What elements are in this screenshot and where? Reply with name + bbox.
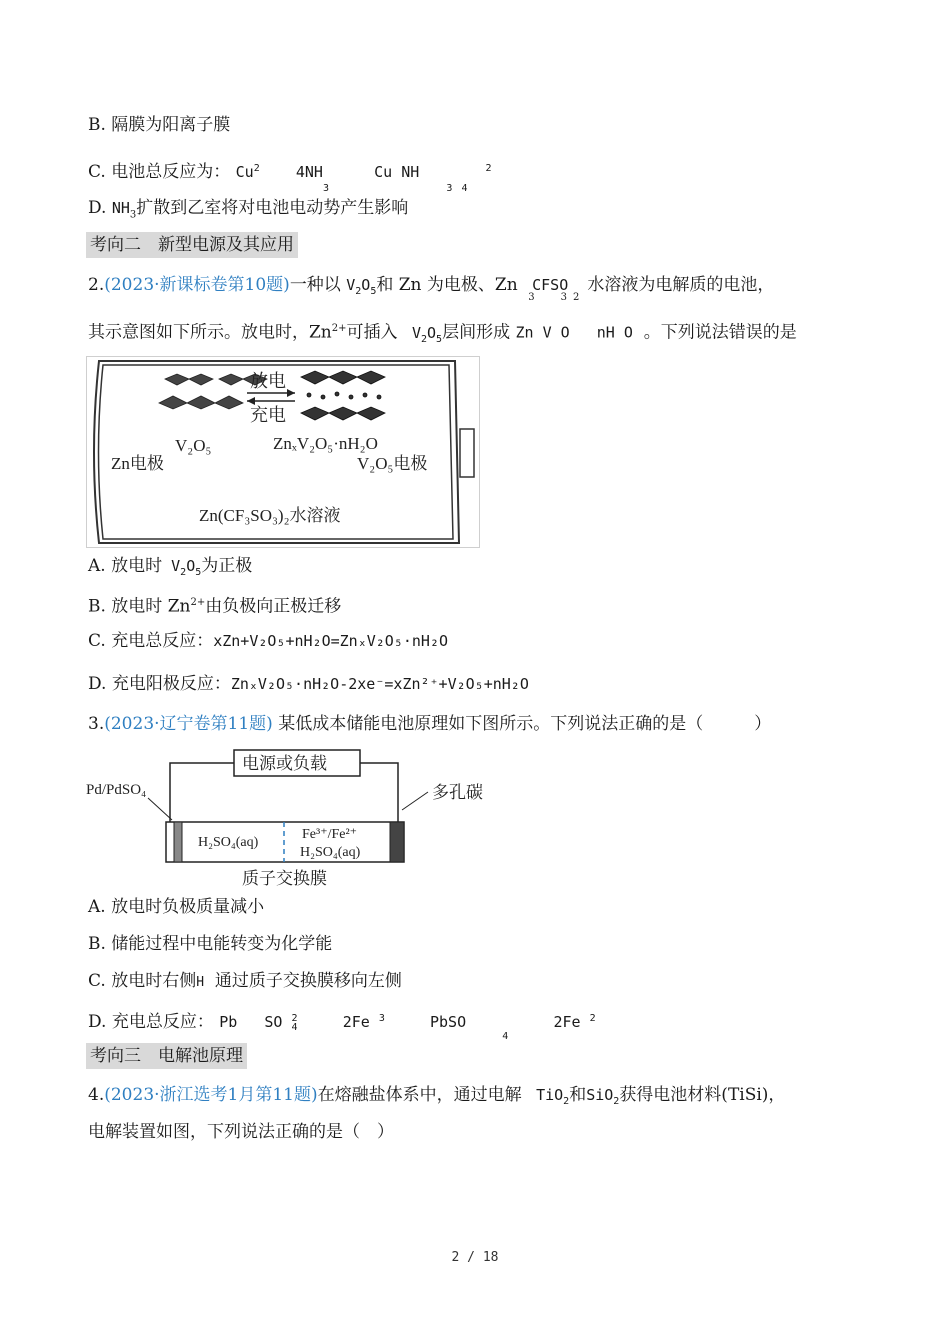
- porous-carbon-label: 多孔碳: [432, 783, 483, 802]
- q4-stem-line1: 4.(2023·浙江选考1月第11题)在熔融盐体系中，通过电解 TiO$_2$和SiO$_2$获得电池材料(TiSi)，: [88, 1085, 786, 1107]
- q2-option-b: B. 放电时 $Zn^{2+}$由负极向正极迁移: [88, 596, 342, 617]
- q2-option-a: A. 放电时 $V_2O_5$为正极: [88, 556, 253, 578]
- znxv2o5-label: ZnₓV₂O₅·nH₂O: [273, 434, 378, 453]
- section-heading-2: 考向二 新型电源及其应用: [86, 232, 298, 258]
- v2o5-electrode-label: V₂O₅电极: [357, 454, 428, 473]
- left-solution-label: H₂SO₄(aq): [198, 835, 259, 850]
- q3-option-d: D. 充电总反应： Pb SO 2 4 2Fe $^3$ PbSO $_4$ 2Fe $^2$: [88, 1012, 596, 1042]
- q3-option-c: C. 放电时右侧H 通过质子交换膜移向左侧: [88, 971, 402, 991]
- left-electrode-plate: [174, 822, 182, 862]
- q1-option-b: B. 隔膜为阳离子膜: [88, 115, 231, 135]
- q4-source: (2023·浙江选考1月第11题): [104, 1085, 318, 1105]
- power-load-label: 电源或负载: [242, 754, 327, 773]
- q3-stem: 3.(2023·辽宁卷第11题) 某低成本储能电池原理如下图所示。下列说法正确的是（ ）: [88, 714, 772, 734]
- q3-battery-figure: [86, 746, 496, 888]
- q3-option-a: A. 放电时负极质量减小: [88, 897, 265, 917]
- right-solution-label: H₂SO₄(aq): [300, 845, 361, 860]
- section-heading-3: 考向三 电解池原理: [86, 1043, 247, 1069]
- page-number: 2 / 18: [451, 1250, 499, 1265]
- membrane-label: 质子交换膜: [242, 869, 327, 888]
- q4-stem-line2: 电解装置如图，下列说法正确的是（ ）: [88, 1122, 394, 1142]
- q2-option-c: C. 充电总反应：xZn+V₂O₅+nH₂O=ZnₓV₂O₅·nH₂O: [88, 631, 449, 651]
- q2-stem-line1: 2.(2023·新课标卷第10题)一种以 $V_2O_5$和 Zn 为电极、Zn $CFSO_3$ $_3$ $_2$水溶液为电解质的电池，: [88, 275, 775, 304]
- v2o5-label: V₂O₅: [175, 436, 212, 455]
- fe-ions-label: Fe³⁺/Fe²⁺: [302, 827, 358, 842]
- zn-electrode-label: Zn电极: [111, 454, 164, 473]
- right-electrode-plate: [390, 822, 404, 862]
- q1-option-c-formula: Cu$^2$ $4NH_3$ Cu NH $_3$ $_4$ $^2$: [235, 163, 492, 194]
- pd-pdso4-label: Pd/PdSO₄: [86, 782, 147, 798]
- q2-stem-line2: 其示意图如下所示。放电时，$Zn^{2+}$可插入 $V_2O_5$层间形成 Zn V O nH O 。下列说法错误的是: [88, 322, 797, 345]
- q3-source: (2023·辽宁卷第11题): [104, 714, 273, 734]
- electrolyte-label: Zn(CF₃SO₃)₂水溶液: [199, 506, 341, 525]
- q1-option-c: [88, 158, 492, 194]
- q2-battery-figure: [86, 356, 480, 548]
- q1-option-d: D. $NH_3$扩散到乙室将对电池电动势产生影响: [88, 198, 409, 221]
- q2-source: (2023·新课标卷第10题): [104, 275, 290, 295]
- discharge-label: 放电: [250, 371, 286, 391]
- q2-option-d: D. 充电阳极反应：ZnₓV₂O₅·nH₂O-2xe⁻=xZn²⁺+V₂O₅+nH₂O: [88, 674, 529, 694]
- q1-option-c-label: C. 电池总反应为：: [88, 162, 231, 182]
- charge-label: 充电: [250, 405, 286, 425]
- q3-option-b: B. 储能过程中电能转变为化学能: [88, 934, 333, 954]
